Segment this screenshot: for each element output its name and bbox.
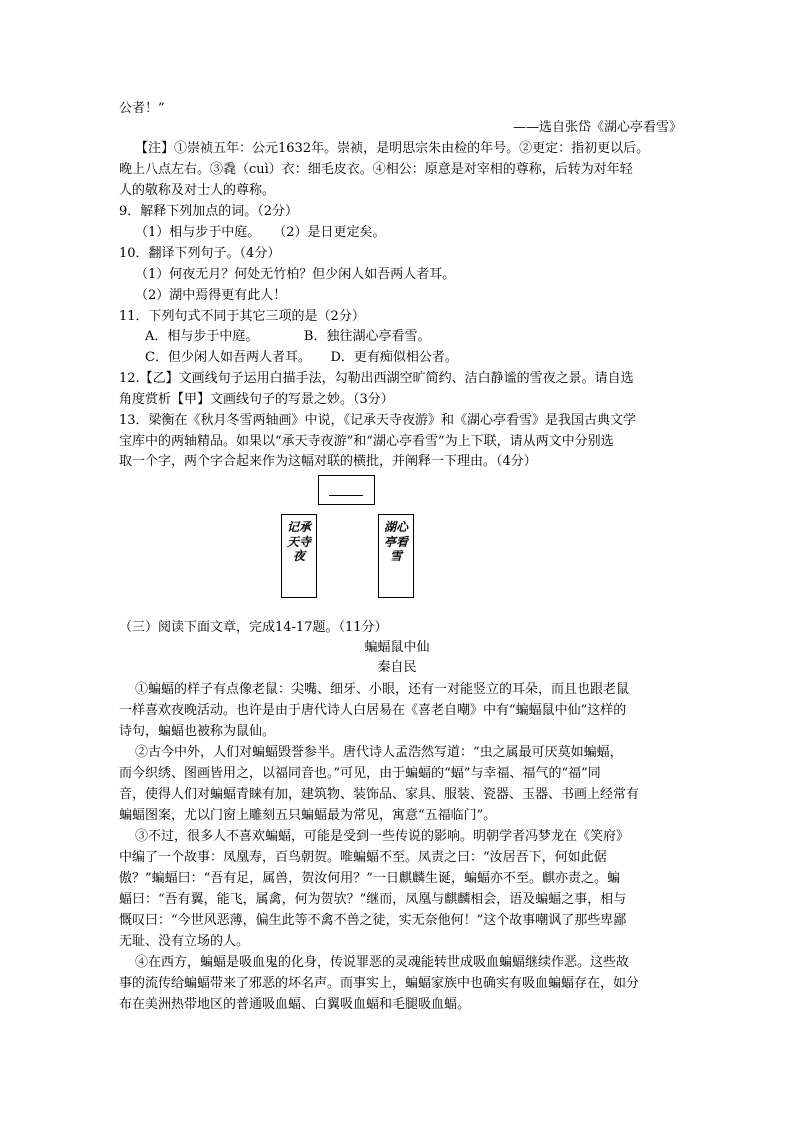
couplet-right-box [378, 514, 414, 598]
paragraph-line: 无耻、没有立场的人。 [119, 934, 250, 949]
paragraph-line: 一样喜欢夜晚活动。也许是由于唐代诗人白居易在《喜老自嘲》中有“蝙蝠鼠中仙”这样的 [119, 703, 627, 718]
paragraph-line: 中编了一个故事：凤凰寿，百鸟朝贺。唯蝙蝠不至。凤责之曰：“汝居吾下，何如此倨 [119, 850, 607, 865]
paragraph-line: 傲？”蝙蝠曰：“吾有足，属兽，贺汝何用？”一日麒麟生诞，蝙蝠亦不至。麒亦责之。蝙 [119, 871, 620, 886]
question-10: 10．翻译下列句子。（4分） [119, 246, 281, 261]
paragraph-line: ②古今中外，人们对蝙蝠毁誉参半。唐代诗人孟浩然写道：“虫之属最可厌莫如蝙蝠， [135, 745, 623, 760]
question-12: 12.【乙】文画线句子运用白描手法，勾勒出西湖空旷简约、洁白静谧的雪夜之景。请自选 [119, 371, 634, 386]
source-attribution: ——选自张岱《湖心亭看雪》 [512, 120, 682, 135]
question-11: 11．下列句式不同于其它三项的是（2分） [119, 309, 365, 324]
question-9-items: （1）相与步于中庭。 （2）是日更定矣。 [135, 225, 386, 240]
paragraph-line: 慨叹曰：“今世风恶薄，偏生此等不禽不兽之徒，实无奈他何！”这个故事嘲讽了那些卑鄙 [119, 913, 627, 928]
couplet-left-box [281, 514, 317, 598]
paragraph-line: 而今织绣、图画皆用之，以福同音也。”可见，由于蝙蝠的“蝠”与幸福、福气的“福”同 [119, 766, 601, 781]
question-13-cont: 取一个字，两个字合起来作为这幅对联的横批，并阐释一下理由。（4分） [119, 454, 537, 469]
article-title: 蝙蝠鼠中仙 [364, 640, 430, 655]
article-author: 秦自民 [377, 660, 417, 675]
question-12-cont: 角度赏析【甲】文画线句子的写景之妙。（3分） [119, 392, 394, 407]
question-11-options-cd: C．但少闲人如吾两人者耳。 D．更有痴似相公者。 [145, 350, 458, 365]
note-line: 【注】①崇祯五年：公元1632年。崇祯，是明思宗朱由检的年号。②更定：指初更以后。 [135, 141, 650, 156]
note-line: 人的敬称及对士人的尊称。 [119, 183, 276, 198]
paragraph-line: 蝙蝠图案，尤以门窗上雕刻五只蝙蝠最为常见，寓意“五福临门”。 [119, 808, 497, 823]
couplet-left-text: 记承天寺夜 [286, 520, 311, 563]
section-heading: （三）阅读下面文章，完成14-17题。（11分） [119, 620, 388, 635]
paragraph-line: 布在美洲热带地区的普通吸血蝠、白翼吸血蝠和毛腿吸血蝠。 [119, 997, 471, 1012]
note-line: 晚上八点左右。③毳（cuì）衣：细毛皮衣。④相公：原意是对宰相的尊称，后转为对年轻 [119, 162, 633, 177]
text-line: 公者！” [119, 101, 165, 116]
answer-blank [329, 495, 363, 496]
paragraph-line: ③不过，很多人不喜欢蝙蝠，可能是受到一些传说的影响。明朝学者冯梦龙在《笑府》 [135, 829, 630, 844]
paragraph-line: 事的流传给蝙蝠带来了邪恶的坏名声。而事实上，蝙蝠家族中也确实有吸血蝙蝠存在，如分 [119, 976, 640, 991]
couplet-horizontal-box [318, 475, 375, 505]
paragraph-line: 音，使得人们对蝙蝠青睐有加，建筑物、装饰品、家具、服装、瓷器、玉器、书画上经常有 [119, 787, 640, 802]
question-13-cont: 宝库中的两轴精品。如果以“承天寺夜游”和“湖心亭看雪”为上下联，请从两文中分别选 [119, 434, 614, 449]
question-9: 9．解释下列加点的词。（2分） [119, 204, 299, 219]
paragraph-line: 蝠曰：“吾有翼，能飞，属禽，何为贺欤？”继而，凤凰与麒麟相会，语及蝙蝠之事，相与 [119, 892, 627, 907]
question-10-item-1: （1）何夜无月？何处无竹柏？但少闲人如吾两人者耳。 [135, 267, 456, 282]
question-13: 13．梁衡在《秋月冬雪两轴画》中说，《记承天寺夜游》和《湖心亭看雪》是我国古典文学 [119, 413, 637, 428]
paragraph-line: ④在西方，蝙蝠是吸血鬼的化身，传说罪恶的灵魂能转世成吸血蝙蝠继续作恶。这些故 [135, 955, 630, 970]
couplet-right-text: 湖心亭看雪 [383, 520, 408, 563]
question-10-item-2: （2）湖中焉得更有此人！ [135, 288, 287, 303]
paragraph-line: 诗句，蝙蝠也被称为鼠仙。 [119, 724, 276, 739]
question-11-options-ab: A．相与步于中庭。 B．独往湖心亭看雪。 [145, 329, 431, 344]
paragraph-line: ①蝙蝠的样子有点像老鼠：尖嘴、细牙、小眼，还有一对能竖立的耳朵，而且也跟老鼠 [135, 682, 630, 697]
